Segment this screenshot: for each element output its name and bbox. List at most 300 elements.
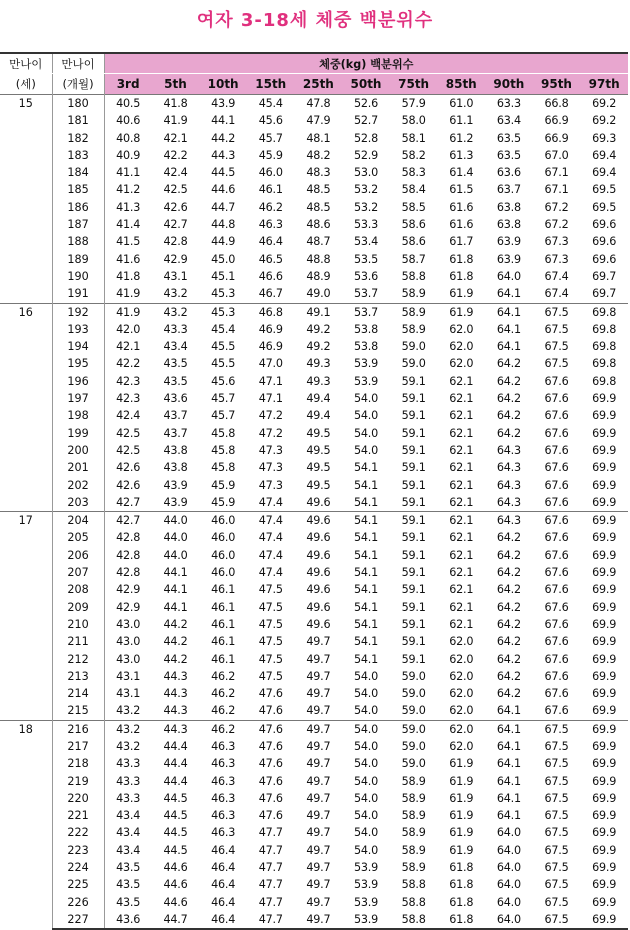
weight-value-cell: 43.3: [116, 774, 141, 788]
weight-value-cell: 47.6: [247, 720, 295, 738]
weight-value-cell: 64.1: [496, 774, 521, 788]
age-months-cell: 218: [52, 755, 104, 772]
weight-value-cell: 61.8: [449, 861, 474, 875]
weight-value-cell: 42.1: [116, 340, 141, 354]
weight-value-cell: 52.8: [353, 131, 379, 145]
weight-value-cell: 43.0: [116, 617, 141, 631]
weight-value-cell: 69.9: [592, 392, 617, 406]
weight-value-cell: 69.9: [592, 843, 617, 857]
weight-value-cell: 59.1: [390, 512, 438, 530]
weight-value-cell: 49.6: [306, 531, 331, 545]
weight-value-cell: 67.5: [544, 878, 569, 892]
weight-value-cell: 62.0: [449, 322, 474, 336]
age-months-cell: 211: [52, 633, 104, 650]
weight-value-cell: 54.1: [353, 617, 379, 631]
weight-value-cell: 45.9: [258, 148, 283, 162]
weight-value-cell: 47.3: [258, 461, 283, 475]
weight-value-cell: 67.6: [544, 583, 569, 597]
weight-value-cell: 59.1: [401, 566, 426, 580]
weight-value-cell: 58.0: [401, 114, 426, 128]
weight-value-cell: 44.3: [163, 704, 188, 718]
weight-value-cell: 54.0: [353, 392, 379, 406]
weight-value-cell: 49.5: [306, 461, 331, 475]
weight-value-cell: 67.6: [544, 426, 569, 440]
weight-value-cell: 67.6: [544, 409, 569, 423]
weight-value-cell: 64.3: [496, 443, 521, 457]
age-months-cell: 226: [52, 894, 104, 911]
age-months-cell: 197: [52, 390, 104, 407]
weight-value-cell: 42.9: [116, 583, 141, 597]
weight-value-cell: 44.5: [163, 843, 188, 857]
table-row: [0, 842, 628, 859]
weight-value-cell: 47.5: [258, 635, 283, 649]
weight-value-cell: 61.9: [449, 287, 474, 301]
weight-value-cell: 47.6: [258, 791, 283, 805]
weight-value-cell: 61.8: [449, 895, 474, 909]
weight-value-cell: 46.2: [211, 669, 236, 683]
weight-value-cell: 67.6: [544, 704, 569, 718]
age-months-cell: 222: [52, 824, 104, 841]
weight-value-cell: 54.0: [353, 843, 379, 857]
weight-value-cell: 53.3: [353, 218, 379, 232]
weight-value-cell: 69.9: [592, 809, 617, 823]
weight-value-cell: 64.0: [496, 843, 521, 857]
weight-value-cell: 62.0: [449, 704, 474, 718]
weight-value-cell: 43.1: [116, 669, 141, 683]
weight-value-cell: 49.6: [306, 600, 331, 614]
weight-value-cell: 49.2: [306, 340, 331, 354]
weight-value-cell: 66.8: [533, 95, 581, 113]
weight-value-cell: 47.5: [258, 583, 283, 597]
weight-value-cell: 64.1: [496, 791, 521, 805]
weight-value-cell: 69.9: [592, 426, 617, 440]
weight-value-cell: 58.8: [401, 269, 426, 283]
weight-value-cell: 53.7: [353, 287, 379, 301]
age-months-cell: 204: [52, 512, 104, 530]
weight-value-cell: 53.9: [353, 374, 379, 388]
weight-value-cell: 62.0: [449, 739, 474, 753]
weight-value-cell: 49.1: [295, 303, 343, 321]
weight-value-cell: 64.0: [496, 826, 521, 840]
weight-value-cell: 43.7: [163, 409, 188, 423]
table-row: [0, 216, 628, 233]
weight-value-cell: 45.4: [211, 322, 236, 336]
weight-value-cell: 61.7: [449, 235, 474, 249]
weight-value-cell: 45.6: [211, 374, 236, 388]
weight-value-cell: 58.5: [401, 200, 426, 214]
weight-value-cell: 43.2: [116, 704, 141, 718]
table-row: [0, 164, 628, 181]
weight-value-cell: 49.5: [306, 443, 331, 457]
weight-value-cell: 44.6: [163, 861, 188, 875]
age-years-cell: 18: [0, 720, 52, 929]
weight-value-cell: 58.8: [401, 895, 426, 909]
table-row: [0, 338, 628, 355]
weight-value-cell: 48.1: [306, 131, 331, 145]
age-years-cell: 16: [0, 303, 52, 512]
table-row: [0, 529, 628, 546]
weight-value-cell: 46.9: [258, 340, 283, 354]
weight-value-cell: 59.1: [401, 583, 426, 597]
age-months-cell: 194: [52, 338, 104, 355]
weight-value-cell: 59.1: [401, 652, 426, 666]
table-row: [0, 807, 628, 824]
age-months-cell: 185: [52, 181, 104, 198]
weight-value-cell: 49.6: [306, 566, 331, 580]
age-months-unit: (개월): [52, 74, 104, 95]
weight-value-cell: 54.0: [353, 426, 379, 440]
weight-value-cell: 67.5: [544, 826, 569, 840]
age-months-cell: 183: [52, 147, 104, 164]
weight-value-cell: 63.8: [496, 218, 521, 232]
page-title: 여자 3-18세 체중 백분위수: [196, 10, 434, 31]
weight-value-cell: 42.2: [163, 148, 188, 162]
weight-value-cell: 47.7: [258, 843, 283, 857]
age-years-unit: (세): [0, 74, 52, 95]
table-row: [0, 303, 628, 321]
weight-value-cell: 67.5: [533, 303, 581, 321]
weight-value-cell: 58.7: [401, 252, 426, 266]
weight-value-cell: 46.4: [211, 861, 236, 875]
weight-value-cell: 46.8: [247, 303, 295, 321]
weight-value-cell: 46.1: [211, 600, 236, 614]
weight-value-cell: 47.8: [295, 95, 343, 113]
age-months-cell: 205: [52, 529, 104, 546]
table-row: [0, 790, 628, 807]
weight-value-cell: 62.0: [449, 340, 474, 354]
weight-value-cell: 45.8: [211, 461, 236, 475]
table-row: [0, 702, 628, 720]
weight-value-cell: 49.7: [306, 826, 331, 840]
percentile-group-header: 체중(kg) 백분위수: [104, 53, 628, 74]
weight-value-cell: 42.5: [163, 183, 188, 197]
weight-value-cell: 64.0: [485, 911, 533, 929]
weight-value-cell: 58.9: [401, 861, 426, 875]
table-row: [0, 355, 628, 372]
weight-value-cell: 41.4: [116, 218, 141, 232]
weight-value-cell: 67.3: [544, 252, 569, 266]
weight-value-cell: 42.8: [116, 548, 141, 562]
weight-value-cell: 61.9: [449, 774, 474, 788]
weight-value-cell: 47.1: [258, 374, 283, 388]
percentile-column-header: 3rd: [104, 74, 152, 95]
weight-value-cell: 54.1: [353, 531, 379, 545]
weight-value-cell: 59.1: [401, 426, 426, 440]
weight-value-cell: 44.9: [211, 235, 236, 249]
weight-value-cell: 64.0: [496, 269, 521, 283]
weight-value-cell: 69.9: [592, 704, 617, 718]
weight-value-cell: 67.5: [544, 809, 569, 823]
weight-value-cell: 67.0: [544, 148, 569, 162]
weight-value-cell: 53.7: [342, 303, 390, 321]
weight-value-cell: 45.0: [211, 252, 236, 266]
weight-value-cell: 67.6: [544, 669, 569, 683]
weight-value-cell: 69.8: [592, 322, 617, 336]
weight-value-cell: 67.5: [544, 340, 569, 354]
weight-value-cell: 69.9: [592, 583, 617, 597]
table-row: [0, 564, 628, 581]
weight-value-cell: 40.9: [116, 148, 141, 162]
weight-value-cell: 47.4: [258, 548, 283, 562]
weight-value-cell: 41.9: [163, 114, 188, 128]
weight-value-cell: 62.1: [437, 512, 485, 530]
weight-value-cell: 61.9: [437, 303, 485, 321]
weight-value-cell: 69.9: [580, 512, 628, 530]
weight-value-cell: 47.7: [258, 826, 283, 840]
weight-value-cell: 69.8: [592, 357, 617, 371]
weight-value-cell: 59.1: [401, 635, 426, 649]
weight-value-cell: 53.5: [353, 252, 379, 266]
weight-value-cell: 43.1: [116, 687, 141, 701]
weight-value-cell: 69.4: [592, 148, 617, 162]
weight-value-cell: 47.4: [258, 566, 283, 580]
weight-value-cell: 42.3: [116, 374, 141, 388]
weight-value-cell: 47.3: [258, 443, 283, 457]
weight-value-cell: 64.2: [496, 374, 521, 388]
weight-value-cell: 59.1: [401, 617, 426, 631]
weight-value-cell: 67.6: [533, 512, 581, 530]
weight-value-cell: 45.9: [211, 495, 236, 509]
weight-value-cell: 69.9: [580, 911, 628, 929]
weight-value-cell: 62.0: [437, 720, 485, 738]
weight-value-cell: 42.5: [116, 443, 141, 457]
weight-value-cell: 53.8: [353, 340, 379, 354]
age-months-cell: 202: [52, 477, 104, 494]
weight-value-cell: 53.2: [353, 183, 379, 197]
age-months-cell: 216: [52, 720, 104, 738]
weight-value-cell: 45.8: [211, 443, 236, 457]
weight-value-cell: 62.0: [449, 652, 474, 666]
weight-value-cell: 54.1: [353, 548, 379, 562]
weight-value-cell: 46.3: [211, 739, 236, 753]
weight-value-cell: 58.9: [390, 303, 438, 321]
weight-value-cell: 59.0: [401, 687, 426, 701]
weight-percentile-table: [0, 52, 628, 930]
age-months-cell: 215: [52, 702, 104, 720]
age-months-cell: 184: [52, 164, 104, 181]
weight-value-cell: 47.6: [258, 774, 283, 788]
weight-value-cell: 64.1: [496, 757, 521, 771]
age-months-cell: 207: [52, 564, 104, 581]
weight-value-cell: 44.5: [163, 826, 188, 840]
weight-value-cell: 45.8: [211, 426, 236, 440]
weight-value-cell: 64.2: [496, 357, 521, 371]
weight-value-cell: 61.1: [449, 114, 474, 128]
weight-value-cell: 43.5: [116, 861, 141, 875]
weight-value-cell: 58.9: [401, 774, 426, 788]
weight-value-cell: 67.6: [544, 635, 569, 649]
table-row: [0, 321, 628, 338]
weight-value-cell: 47.7: [258, 878, 283, 892]
table-row: [0, 738, 628, 755]
weight-value-cell: 54.0: [353, 443, 379, 457]
weight-value-cell: 69.9: [592, 548, 617, 562]
weight-value-cell: 49.7: [306, 843, 331, 857]
weight-value-cell: 44.8: [211, 218, 236, 232]
weight-value-cell: 58.6: [401, 235, 426, 249]
weight-value-cell: 49.0: [306, 287, 331, 301]
weight-value-cell: 64.1: [485, 303, 533, 321]
weight-value-cell: 64.1: [496, 340, 521, 354]
weight-value-cell: 64.2: [496, 548, 521, 562]
weight-value-cell: 63.8: [496, 200, 521, 214]
weight-value-cell: 54.0: [353, 791, 379, 805]
weight-value-cell: 64.1: [496, 809, 521, 823]
weight-value-cell: 47.9: [306, 114, 331, 128]
weight-value-cell: 63.4: [496, 114, 521, 128]
weight-value-cell: 47.5: [258, 669, 283, 683]
age-months-cell: 217: [52, 738, 104, 755]
weight-value-cell: 54.1: [353, 461, 379, 475]
weight-value-cell: 67.6: [544, 531, 569, 545]
weight-value-cell: 43.2: [152, 303, 200, 321]
weight-value-cell: 64.0: [496, 878, 521, 892]
age-months-cell: 189: [52, 251, 104, 268]
weight-value-cell: 49.7: [306, 635, 331, 649]
weight-value-cell: 61.5: [449, 183, 474, 197]
table-row: [0, 251, 628, 268]
weight-value-cell: 61.9: [449, 791, 474, 805]
weight-value-cell: 42.9: [116, 600, 141, 614]
weight-value-cell: 63.7: [496, 183, 521, 197]
weight-value-cell: 59.1: [401, 600, 426, 614]
weight-value-cell: 41.8: [152, 95, 200, 113]
age-months-cell: 193: [52, 321, 104, 338]
age-months-cell: 195: [52, 355, 104, 372]
weight-value-cell: 54.0: [353, 704, 379, 718]
weight-value-cell: 59.1: [401, 392, 426, 406]
weight-value-cell: 67.4: [544, 287, 569, 301]
weight-value-cell: 59.1: [401, 531, 426, 545]
weight-value-cell: 62.1: [449, 583, 474, 597]
weight-value-cell: 46.4: [258, 235, 283, 249]
age-months-cell: 212: [52, 651, 104, 668]
weight-value-cell: 58.3: [401, 166, 426, 180]
weight-value-cell: 58.9: [401, 826, 426, 840]
weight-value-cell: 69.9: [592, 409, 617, 423]
weight-value-cell: 41.6: [116, 252, 141, 266]
weight-value-cell: 63.9: [496, 235, 521, 249]
weight-value-cell: 44.4: [163, 757, 188, 771]
weight-value-cell: 49.7: [306, 757, 331, 771]
weight-value-cell: 44.3: [163, 687, 188, 701]
weight-value-cell: 49.7: [306, 669, 331, 683]
weight-value-cell: 69.9: [592, 774, 617, 788]
weight-value-cell: 67.5: [544, 357, 569, 371]
weight-value-cell: 52.9: [353, 148, 379, 162]
weight-value-cell: 64.2: [496, 635, 521, 649]
table-row: [0, 824, 628, 841]
weight-value-cell: 49.6: [306, 617, 331, 631]
weight-value-cell: 45.4: [247, 95, 295, 113]
weight-value-cell: 46.3: [211, 774, 236, 788]
weight-value-cell: 45.7: [211, 409, 236, 423]
weight-value-cell: 44.5: [163, 809, 188, 823]
weight-value-cell: 63.5: [496, 148, 521, 162]
weight-value-cell: 48.9: [306, 269, 331, 283]
weight-value-cell: 59.0: [401, 704, 426, 718]
weight-value-cell: 67.2: [544, 218, 569, 232]
percentile-column-header: 85th: [437, 74, 485, 95]
weight-value-cell: 46.5: [258, 252, 283, 266]
weight-value-cell: 48.7: [306, 235, 331, 249]
weight-value-cell: 63.6: [496, 166, 521, 180]
weight-value-cell: 49.6: [306, 548, 331, 562]
weight-value-cell: 62.1: [449, 461, 474, 475]
weight-value-cell: 49.4: [306, 392, 331, 406]
weight-value-cell: 62.1: [449, 617, 474, 631]
weight-value-cell: 62.1: [449, 566, 474, 580]
weight-value-cell: 41.1: [116, 166, 141, 180]
weight-value-cell: 69.9: [592, 791, 617, 805]
weight-value-cell: 43.0: [116, 652, 141, 666]
weight-value-cell: 58.9: [401, 322, 426, 336]
weight-value-cell: 61.9: [449, 809, 474, 823]
weight-value-cell: 47.7: [258, 861, 283, 875]
percentile-column-header: 25th: [295, 74, 343, 95]
weight-value-cell: 43.7: [163, 426, 188, 440]
weight-value-cell: 59.1: [401, 374, 426, 388]
weight-value-cell: 69.9: [592, 878, 617, 892]
weight-value-cell: 62.1: [449, 495, 474, 509]
weight-value-cell: 45.3: [211, 287, 236, 301]
weight-value-cell: 44.2: [211, 131, 236, 145]
weight-value-cell: 62.1: [449, 443, 474, 457]
table-row: [0, 876, 628, 893]
weight-value-cell: 59.1: [401, 409, 426, 423]
weight-value-cell: 43.9: [163, 478, 188, 492]
weight-value-cell: 61.6: [449, 200, 474, 214]
age-months-cell: 209: [52, 599, 104, 616]
weight-value-cell: 44.4: [163, 774, 188, 788]
weight-value-cell: 64.1: [496, 704, 521, 718]
weight-value-cell: 49.2: [306, 322, 331, 336]
weight-value-cell: 49.7: [306, 878, 331, 892]
age-months-header: 만나이: [52, 53, 104, 74]
table-row: [0, 894, 628, 911]
weight-value-cell: 46.3: [211, 757, 236, 771]
weight-value-cell: 53.4: [353, 235, 379, 249]
weight-value-cell: 67.1: [544, 166, 569, 180]
age-months-cell: 203: [52, 494, 104, 512]
weight-value-cell: 43.1: [163, 269, 188, 283]
weight-value-cell: 67.6: [544, 478, 569, 492]
weight-value-cell: 64.2: [496, 531, 521, 545]
weight-value-cell: 67.6: [544, 548, 569, 562]
weight-value-cell: 49.7: [306, 739, 331, 753]
weight-value-cell: 43.2: [116, 739, 141, 753]
age-months-cell: 181: [52, 112, 104, 129]
weight-value-cell: 44.4: [163, 739, 188, 753]
weight-value-cell: 42.2: [116, 357, 141, 371]
table-row: [0, 199, 628, 216]
weight-value-cell: 45.7: [211, 392, 236, 406]
weight-value-cell: 49.7: [306, 791, 331, 805]
weight-value-cell: 46.3: [258, 218, 283, 232]
age-months-cell: 188: [52, 233, 104, 250]
weight-value-cell: 58.2: [401, 148, 426, 162]
weight-value-cell: 46.2: [199, 720, 247, 738]
age-months-cell: 182: [52, 130, 104, 147]
table-row: [0, 459, 628, 476]
weight-value-cell: 62.1: [449, 374, 474, 388]
weight-value-cell: 64.3: [496, 478, 521, 492]
table-row: [0, 268, 628, 285]
weight-value-cell: 43.6: [163, 392, 188, 406]
weight-value-cell: 61.8: [437, 911, 485, 929]
weight-value-cell: 44.7: [211, 200, 236, 214]
weight-value-cell: 43.8: [163, 443, 188, 457]
